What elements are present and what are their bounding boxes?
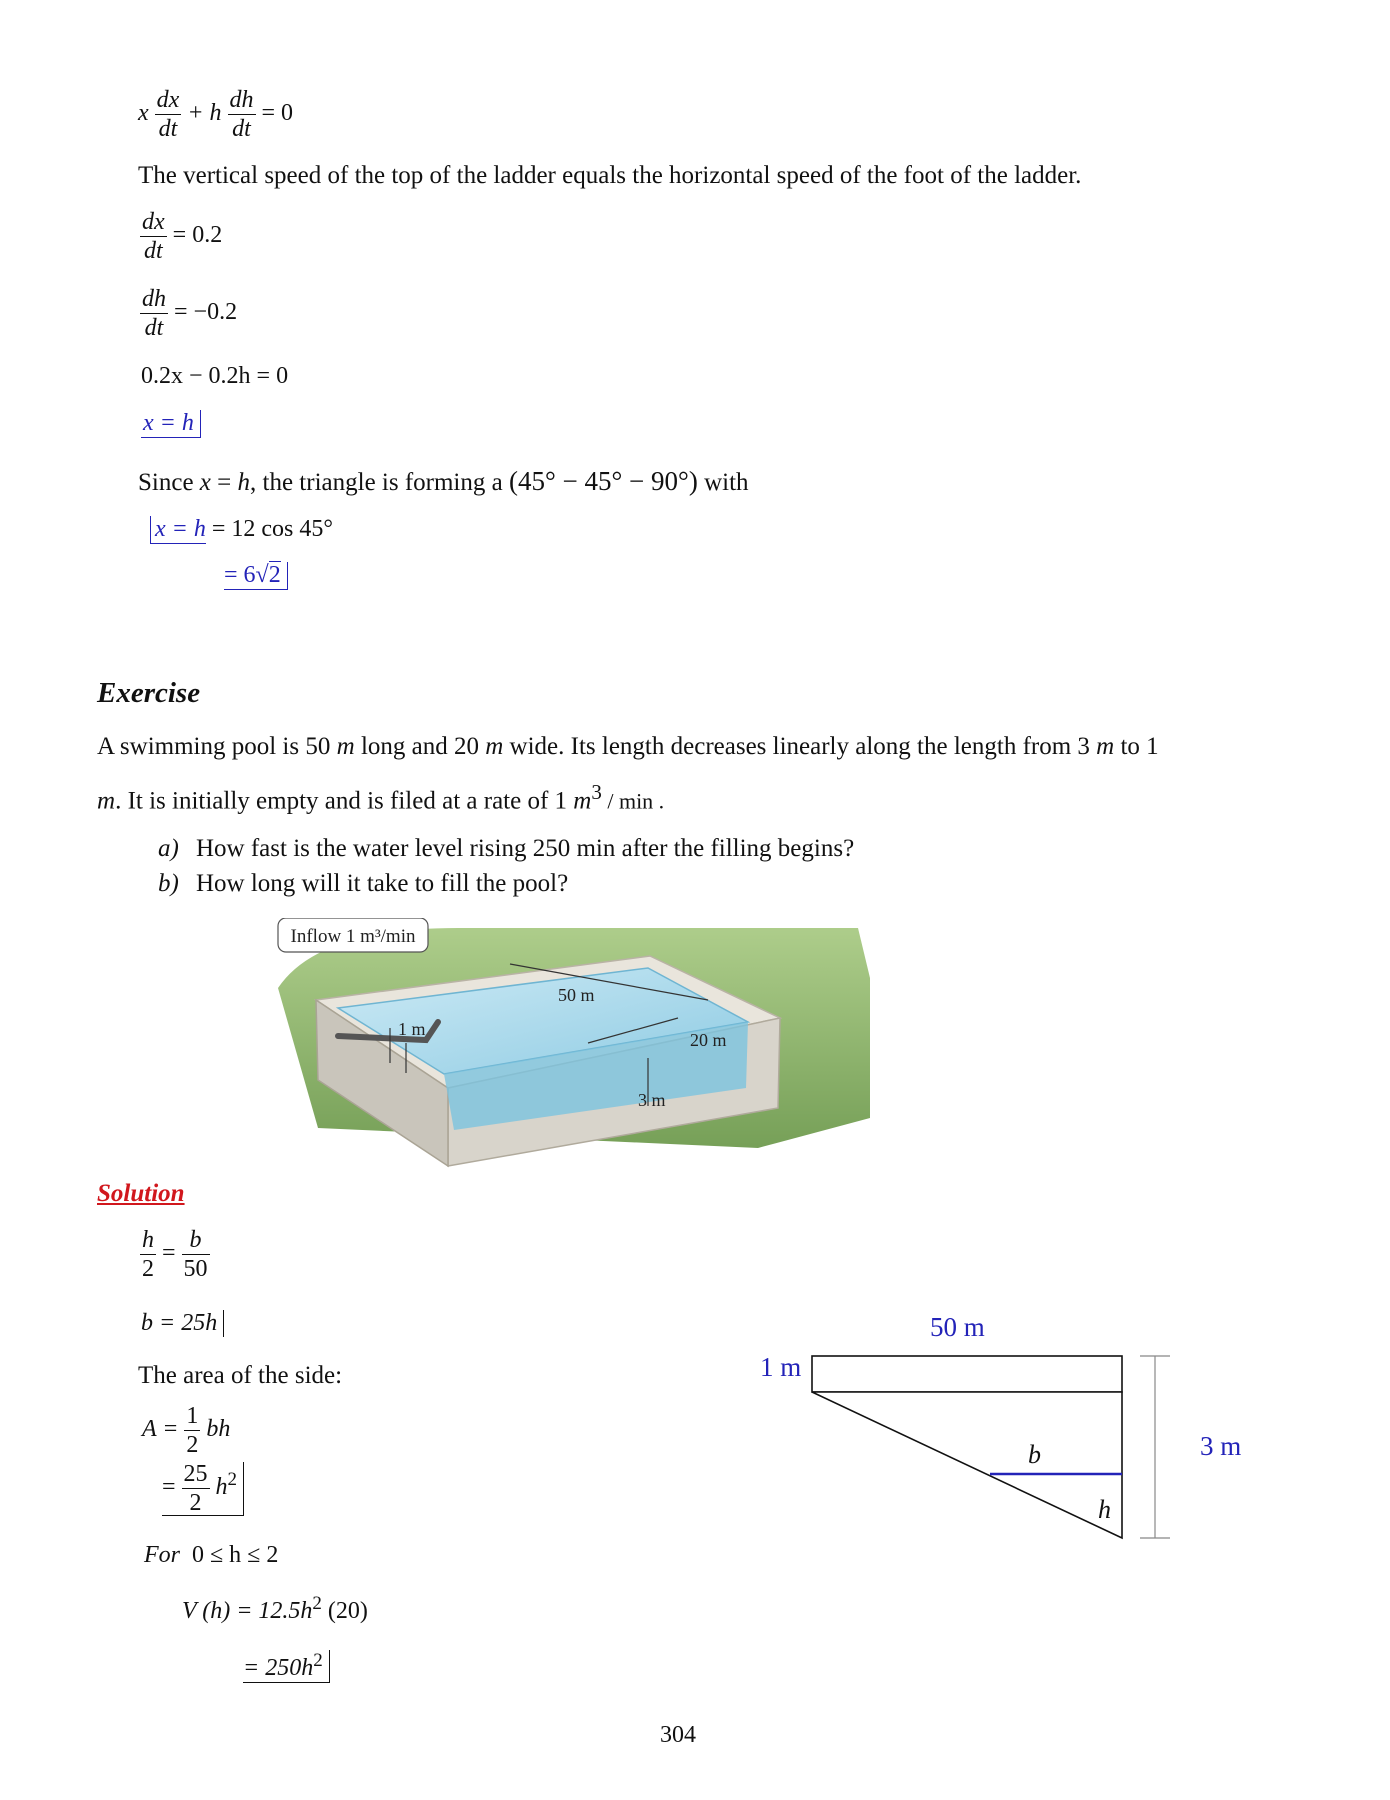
dxdt-equation: $\frac{dx}{dt}$ = 0.2 <box>142 209 223 264</box>
solution-label: Solution <box>97 1180 185 1207</box>
volume-formula: V $(h) = 12.5h^2$ (20) <box>182 1593 368 1624</box>
inflow-label: Inflow 1 m³/min <box>290 926 416 947</box>
b-equals-25h: b = 25h <box>141 1310 224 1337</box>
dh-dt-fraction: $\frac{dh}{dt}$ <box>229 87 254 142</box>
pool-length-label: 50 m <box>558 985 595 1005</box>
ratio-equation: $\frac{h}{2}$ = $\frac{b}{50}$ <box>142 1227 208 1282</box>
volume-result: = $250h^2$ <box>243 1650 330 1683</box>
dx-dt-fraction: $\frac{dx}{dt}$ <box>156 87 180 142</box>
explanation-text: The vertical speed of the top of the ladder equals the horizontal speed of the foot of the ladder. <box>138 162 1082 189</box>
area-result: = $\frac{25}{2}$ $h^2$ <box>162 1462 244 1516</box>
shallow-1m-label: 1 m <box>760 1352 802 1382</box>
linear-equation: 0.2x − 0.2h = 0 <box>141 363 289 389</box>
x-equals-h-result: x = h <box>141 410 201 438</box>
cos-equation: x = h = 12 cos 45° <box>150 516 333 544</box>
pool-width-label: 20 m <box>690 1030 727 1050</box>
top-rectangle <box>812 1356 1122 1392</box>
problem-line-1: A swimming pool is 50 m long and 20 m wide. Its length decreases linearly along the length from 3 m to 1 <box>97 733 1159 760</box>
length-50m-label: 50 m <box>930 1312 985 1342</box>
question-a: a) How fast is the water level rising 250 min after the filling begins? <box>158 835 855 862</box>
range-line: For 0 ≤ h ≤ 2 <box>144 1542 279 1568</box>
cross-section-diagram <box>750 1308 1250 1568</box>
area-formula: A = $\frac{1}{2}$ bh <box>142 1403 231 1458</box>
triangle-section <box>812 1392 1122 1538</box>
problem-line-2: m. It is initially empty and is filed at a rate of 1 $m^3$ / min . <box>97 780 665 815</box>
since-line: Since x = h, the triangle is forming a (45° − 45° − 90°) with <box>138 466 749 496</box>
exercise-heading: Exercise <box>97 677 201 709</box>
var-x: x <box>138 100 149 127</box>
derivative-equation <box>138 88 293 141</box>
deep-3m-label: 3 m <box>1200 1431 1242 1461</box>
dhdt-equation: $\frac{dh}{dt}$ = −0.2 <box>142 286 238 341</box>
question-b: b) How long will it take to fill the pool? <box>158 870 569 897</box>
swimming-pool-illustration <box>258 918 870 1180</box>
plus-h: + h <box>187 100 222 127</box>
six-root-two-result: = 6√2 <box>224 562 288 590</box>
deep-depth-label: 3 m <box>638 1090 666 1110</box>
sqrt-symbol: √ <box>255 562 269 588</box>
page-number: 304 <box>660 1722 696 1748</box>
area-text: The area of the side: <box>138 1362 343 1389</box>
equals-zero: = 0 <box>261 100 294 127</box>
shallow-depth-label: 1 m <box>398 1019 426 1039</box>
b-label: b <box>1028 1440 1041 1469</box>
h-label: h <box>1098 1495 1111 1524</box>
